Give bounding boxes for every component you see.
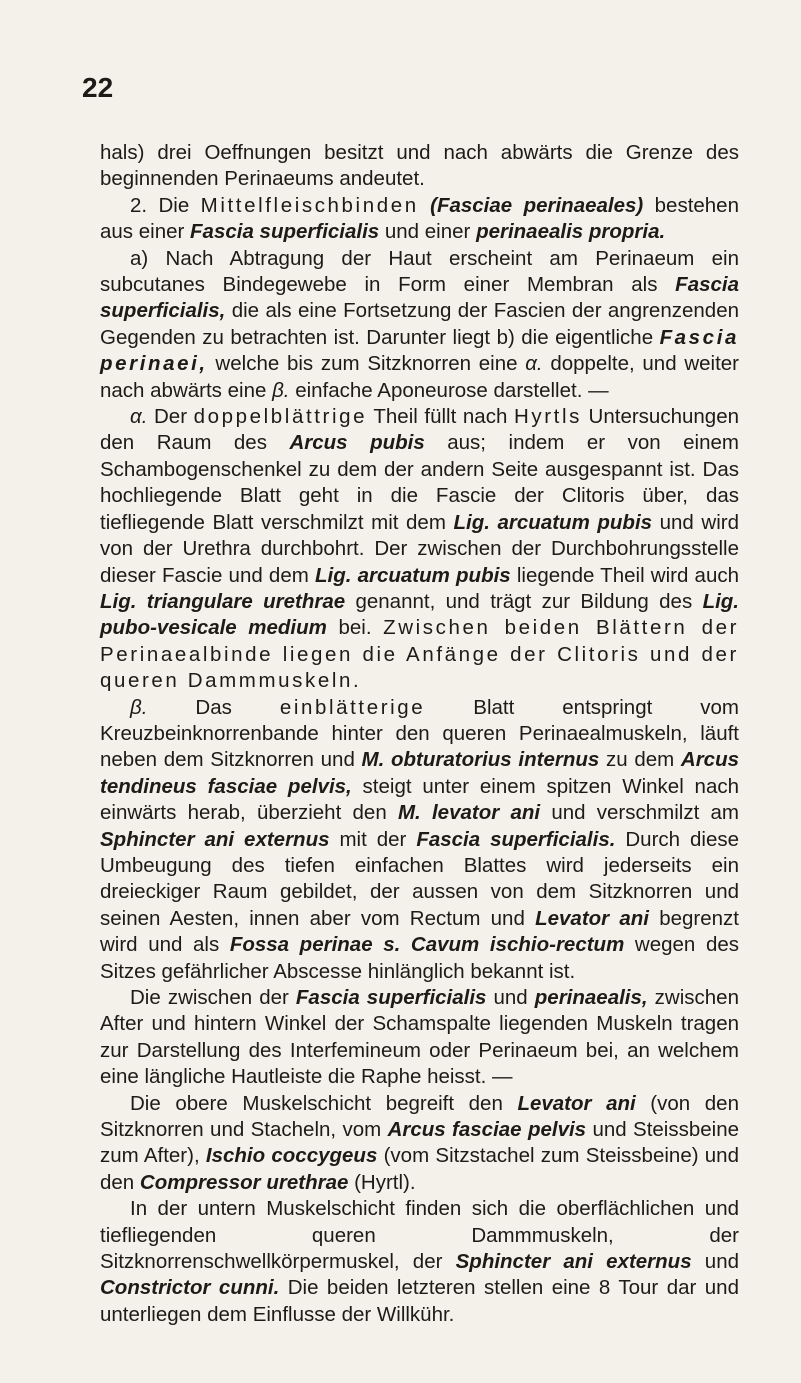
text-run: einfache Aponeurose darstellet. — <box>289 378 609 402</box>
text-run: genannt, und trägt zur Bildung des <box>345 589 703 613</box>
text-run: zwischen After und hintern Winkel der Schamspalte liegenden Muskeln tragen zur Darstellung des Interfemineum oder Perinaeum bei, an welchem eine längliche Hautleiste die Raphe heisst. — <box>100 986 739 1089</box>
styled-text-run: Lig. triangulare urethrae <box>100 589 346 613</box>
text-run: Der <box>147 405 194 429</box>
text-run: Untersuchungen den Raum des <box>100 405 739 455</box>
paragraph <box>100 246 739 404</box>
styled-text-run: Fascia superficialis <box>190 220 380 244</box>
text-run: bestehen aus einer <box>100 193 739 244</box>
text-run: die als eine Fortsetzung der Fascien der angrenzenden Gegenden zu betrachten ist. Darunter liegt b) die eigentliche <box>100 299 739 349</box>
styled-text-run: Ischio coccygeus <box>205 1144 378 1168</box>
text-run: Theil füllt nach <box>367 405 514 429</box>
text-run: 2. Die <box>130 193 201 217</box>
styled-text-run: Sphincter ani externus <box>100 827 330 851</box>
styled-text-run: α. <box>130 405 148 429</box>
styled-text-run: M. obturatorius internus <box>361 748 600 772</box>
styled-text-run: Fossa perinae s. Cavum ischio-rectum <box>229 933 625 957</box>
styled-text-run: perinaealis propria. <box>476 220 666 244</box>
paragraph <box>100 1091 739 1197</box>
styled-text-run: Levator ani <box>517 1091 636 1115</box>
text-run: und verschmilzt am <box>540 801 739 825</box>
text-run: hals) drei Oeffnungen besitzt und nach abwärts die Grenze des beginnenden Perinaeums andeutet. <box>100 141 739 191</box>
styled-text-run: Mittelfleischbinden <box>200 193 419 217</box>
styled-text-run: perinaealis, <box>534 986 648 1009</box>
paragraph <box>100 140 739 193</box>
styled-text-run: β. <box>272 378 290 402</box>
styled-text-run: Fascia perinaei, <box>100 325 739 376</box>
styled-text-run: Constrictor cunni. <box>100 1276 280 1300</box>
styled-text-run: β. <box>130 695 148 719</box>
text-run: liegende Theil wird auch <box>510 563 739 587</box>
paragraph <box>100 404 739 694</box>
text-run: mit der <box>329 827 417 851</box>
styled-text-run: Fascia superficialis. <box>416 827 616 851</box>
text-run: und Steissbeine zum After), <box>100 1118 740 1168</box>
styled-text-run: Fascia superficialis <box>295 986 487 1009</box>
text-run: Die beiden letzteren stellen eine 8 Tour dar und unterliegen dem Einflusse der Willkühr. <box>100 1276 739 1326</box>
text-run: begrenzt wird und als <box>100 906 739 957</box>
styled-text-run: Arcus tendineus fasciae pelvis, <box>100 748 739 798</box>
text-run: Durch diese Umbeugung des tiefen einfachen Blattes wird jederseits ein dreieckiger Raum gebildet, der aussen von dem Sitzknorren und seinen Aesten, innen aber vom Rectum und <box>100 827 740 930</box>
text-run: (Hyrtl). <box>348 1170 416 1194</box>
styled-text-run: (Fasciae perinaeales) <box>430 193 644 217</box>
styled-text-run: Lig. arcuatum pubis <box>314 563 511 587</box>
styled-text-run: Arcus pubis <box>289 431 425 455</box>
text-run: Blatt entspringt vom Kreuzbeinknorrenbande hinter den queren Perinaealmuskeln, läuft neben dem Sitzknorren und <box>100 695 739 772</box>
text-run: aus; indem er von einem Schambogenschenkel zu dem der andern Seite ausgespannt ist. Das hochliegende Blatt geht in die Fascie der Clitoris über, das tiefliegende Blatt verschmilzt mit dem <box>100 431 739 534</box>
text-run: wegen des Sitzes gefährlicher Abscesse hinlänglich bekannt ist. <box>100 933 739 983</box>
text-run <box>419 194 430 217</box>
styled-text-run: M. levator ani <box>397 801 541 825</box>
styled-text-run: α. <box>525 352 543 376</box>
text-run: steigt unter einem spitzen Winkel nach einwärts herab, überzieht den <box>100 774 739 825</box>
styled-text-run: doppelblättrige <box>193 405 368 429</box>
text-run: bei. <box>326 616 384 640</box>
text-run: (von den Sitzknorren und Stacheln, vom <box>100 1091 739 1142</box>
text-run: welche bis zum Sitzknorren eine <box>207 352 526 376</box>
styled-text-run: Lig. arcuatum pubis <box>453 510 653 534</box>
text-run: Das <box>147 695 280 719</box>
text-run: (vom Sitzstachel zum Steissbeine) und den <box>100 1144 739 1194</box>
text-run: zu dem <box>599 748 681 772</box>
styled-text-run: Zwischen beiden Blättern der Perinaealbinde liegen die Anfänge der Clitoris und der queren Dammmuskeln. <box>100 616 739 693</box>
text-run: und <box>486 986 535 1009</box>
text-run: Die zwischen der <box>130 986 296 1009</box>
styled-text-run: Compressor urethrae <box>139 1170 349 1194</box>
styled-text-run: Levator ani <box>535 906 649 930</box>
paragraph <box>100 193 739 246</box>
styled-text-run: Lig. pubo-vesicale medium <box>100 589 739 640</box>
styled-text-run: Fascia superficialis, <box>100 273 739 323</box>
body-text <box>100 0 739 1328</box>
page-number: 22 <box>82 72 114 103</box>
paragraph <box>100 695 739 985</box>
text-run: und <box>691 1250 739 1274</box>
styled-text-run: Arcus fasciae pelvis <box>387 1118 587 1142</box>
text-run: und wird von der Urethra durchbohrt. Der zwischen der Durchbohrungsstelle dieser Fascie und dem <box>100 510 739 587</box>
styled-text-run: Hyrtls <box>513 405 582 429</box>
text-run: In der untern Muskelschicht finden sich die oberflächlichen und tiefliegenden queren Dammmuskeln, der Sitzknorrenschwellkörpermuskel, der <box>100 1197 739 1274</box>
text-run: Die obere Muskelschicht begreift den <box>130 1091 518 1115</box>
styled-text-run: einblätterige <box>279 695 426 719</box>
text-run: und einer <box>379 220 477 244</box>
styled-text-run: Sphincter ani externus <box>455 1250 692 1274</box>
text-run: doppelte, und weiter nach abwärts eine <box>100 352 740 402</box>
paragraph <box>100 985 739 1091</box>
text-run: a) Nach Abtragung der Haut erscheint am Perinaeum ein subcutanes Bindegewebe in Form einer Membran als <box>100 246 739 297</box>
paragraph <box>100 1196 739 1328</box>
